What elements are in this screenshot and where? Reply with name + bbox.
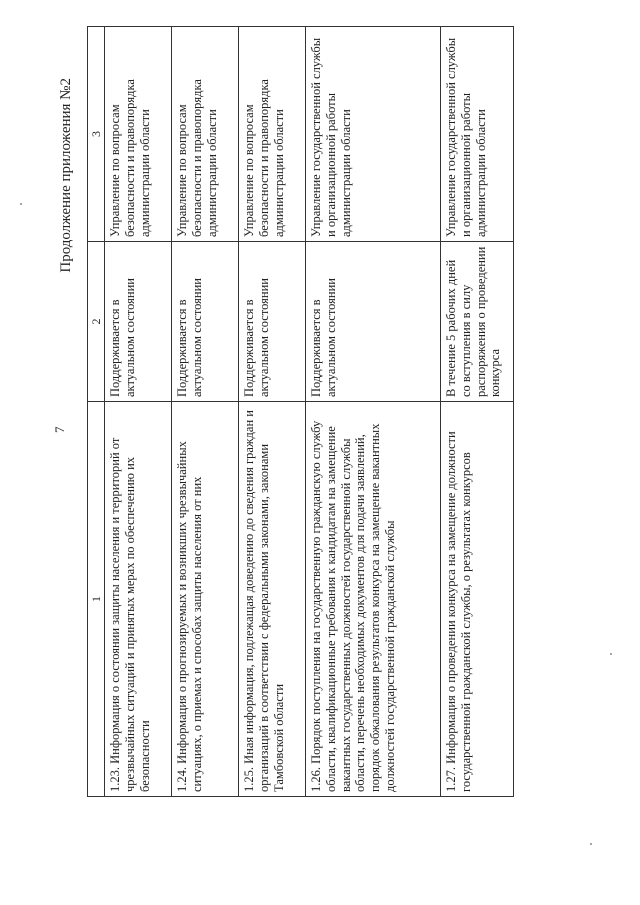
period-cell: Поддерживается в актуальном состоянии: [105, 242, 172, 402]
table-row: [172, 27, 239, 797]
info-cell: 1.23. Информация о состоянии защиты населения и территорий от чрезвычайных ситуаций и принятых мерах по обеспечению их безопасности: [105, 402, 172, 797]
responsible-cell: Управление по вопросам безопасности и правопорядка администрации области: [239, 27, 306, 242]
scan-speck: [590, 843, 592, 845]
table-row: [306, 27, 441, 797]
appendix-continuation-heading: Продолжение приложения №2: [58, 78, 74, 273]
period-cell: Поддерживается в актуальном состоянии: [306, 242, 441, 402]
column-number-3: 3: [88, 27, 105, 242]
table-row: [441, 27, 514, 797]
column-number-row: [88, 27, 105, 797]
responsible-cell: Управление государственной службы и организационной работы администрации области: [441, 27, 514, 242]
column-number-2: 2: [88, 242, 105, 402]
period-cell: Поддерживается в актуальном состоянии: [239, 242, 306, 402]
period-cell: В течение 5 рабочих дней со вступления в силу распоряжения о проведении конкурса: [441, 242, 514, 402]
responsible-cell: Управление государственной службы и организационной работы администрации области: [306, 27, 441, 242]
scan-speck: [610, 653, 612, 655]
table-row: [105, 27, 172, 797]
period-cell: Поддерживается в актуальном состоянии: [172, 242, 239, 402]
column-number-1: 1: [88, 402, 105, 797]
table-row: [239, 27, 306, 797]
info-cell: 1.25. Иная информация, подлежащая доведению до сведения граждан и организаций в соответствии с федеральными законами, законами Тамбовской области: [239, 402, 306, 797]
page-number: 7: [52, 426, 67, 433]
info-cell: 1.24. Информация о прогнозируемых и возникших чрезвычайных ситуациях, о приемах и способах защиты населения от них: [172, 402, 239, 797]
information-table: [87, 26, 514, 797]
scan-speck: [20, 203, 22, 205]
info-cell: 1.27. Информация о проведении конкурса на замещение должности государственной гражданской службы, о результатах конкурсов: [441, 402, 514, 797]
info-cell: 1.26. Порядок поступления на государственную гражданскую службу области, квалификационные требования к кандидатам на замещение вакантных государственных должностей государственной службы области, перечень необходимых документов для подачи заявлений, порядок обжалования результатов конкурса на замещение вакантных должностей государственной гражданской службы: [306, 402, 441, 797]
responsible-cell: Управление по вопросам безопасности и правопорядка администрации области: [172, 27, 239, 242]
responsible-cell: Управление по вопросам безопасности и правопорядка администрации области: [105, 27, 172, 242]
